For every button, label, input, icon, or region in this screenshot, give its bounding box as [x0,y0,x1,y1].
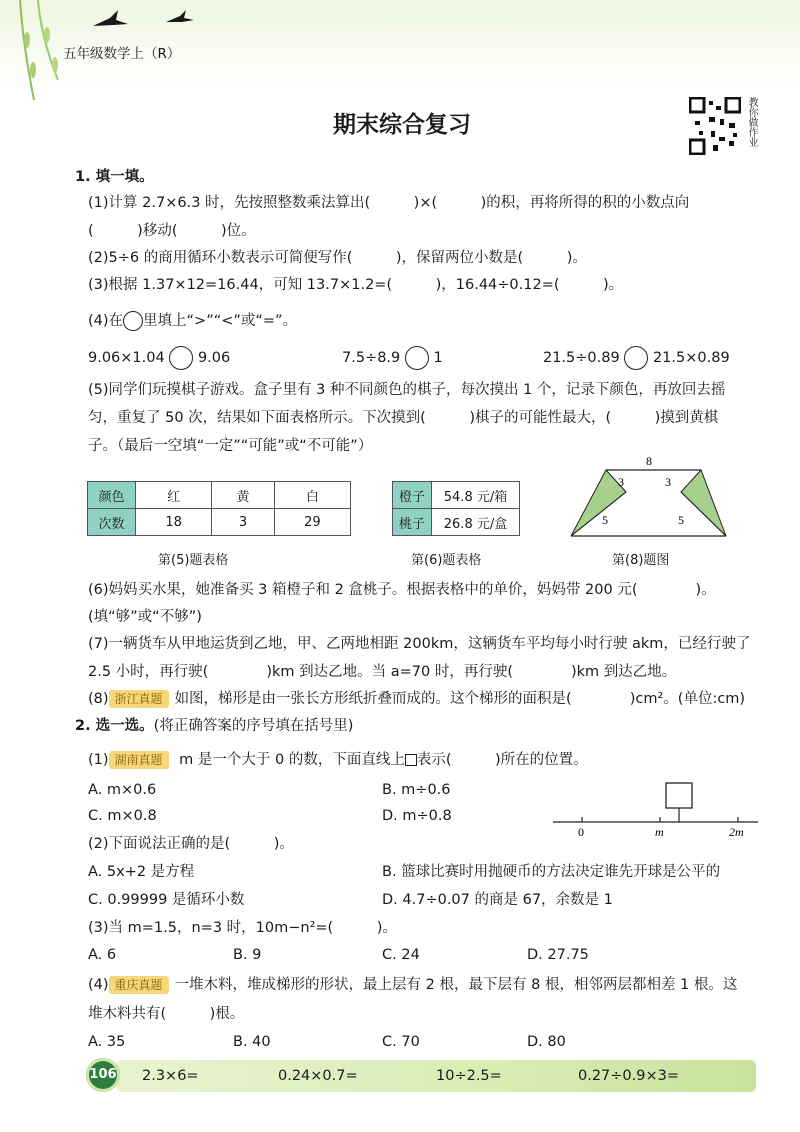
square-marker-icon [405,754,417,766]
table-q6-key: 橙子 [393,482,432,509]
fig-label-left-3: 3 [618,475,624,489]
page-title: 期末综合复习 [333,112,471,138]
compare-1-circle[interactable] [169,346,193,370]
footer-exercise-3: 10÷2.5= [436,1068,502,1084]
table-q5-header-color: 颜色 [88,482,136,509]
source-badge: 浙江真题 [109,690,169,708]
caption-q8: 第(8)题图 [612,553,670,568]
q2-4-pre: (4) [88,977,109,993]
q1-5-line-b: 匀，重复了 50 次，结果如下面表格所示。下次摸到( )棋子的可能性最大，( )摸到黄棋 [88,410,719,426]
circle-blank-icon [123,311,143,331]
compare-1 [88,346,230,370]
table-q5-cell: 白 [274,482,350,509]
compare-2-right: 1 [433,350,443,366]
q2-3-option-b[interactable]: B. 9 [233,947,262,963]
q2-2-option-c[interactable]: C. 0.99999 是循环小数 [88,892,245,908]
number-line-tick-2m: 2m [729,825,744,839]
q2-4-option-b[interactable]: B. 40 [233,1034,271,1050]
q2-1 [88,750,588,770]
q1-8-pre: (8) [88,691,109,707]
q1-2: (2)5÷6 的商用循环小数表示可简便写作( )，保留两位小数是( )。 [88,250,587,266]
footer-exercise-4: 0.27÷0.9×3= [578,1068,680,1084]
table-q5-cell: 黄 [212,482,274,509]
q2-1-option-c[interactable]: C. m×0.8 [88,808,157,824]
table-q6-value: 54.8 元/箱 [432,482,520,509]
q2-2-option-b[interactable]: B. 篮球比赛时用抛硬币的方法决定谁先开球是公平的 [382,864,721,880]
compare-1-right: 9.06 [197,350,231,366]
q2-heading-title: 2. 选一选。 [75,718,154,734]
q2-3: (3)当 m=1.5，n=3 时，10m−n²=( )。 [88,920,397,936]
caption-q6: 第(6)题表格 [411,553,482,568]
q1-1-line-a: (1)计算 2.7×6.3 时，先按照整数乘法算出( )×( )的积，再将所得的积的小数点向 [88,195,690,211]
compare-3-circle[interactable] [624,346,648,370]
table-q6-key: 桃子 [393,509,432,536]
number-line [553,778,758,840]
q2-2: (2)下面说法正确的是( )。 [88,836,294,852]
swallow-icon [88,8,198,38]
q2-4-option-a[interactable]: A. 35 [88,1034,126,1050]
q1-heading: 1. 填一填。 [75,169,154,185]
q1-6-line-b: (填“够”或“不够”) [88,609,202,625]
q2-3-option-a[interactable]: A. 6 [88,947,117,963]
q1-8-text: 如图，梯形是由一张长方形纸折叠而成的。这个梯形的面积是( )cm²。(单位:cm) [174,691,746,707]
source-badge: 重庆真题 [109,976,169,994]
compare-2 [342,346,443,370]
q1-7-line-a: (7)一辆货车从甲地运货到乙地，甲、乙两地相距 200km，这辆货车平均每小时行驶 akm，已经行驶了 [88,636,751,652]
q2-3-option-c[interactable]: C. 24 [382,947,420,963]
compare-3-left: 21.5÷0.89 [543,350,620,366]
q2-4-line-a [88,975,737,995]
compare-1-left: 9.06×1.04 [88,350,165,366]
fig-label-left-5: 5 [602,513,608,527]
q1-4-pre: (4)在 [88,313,124,329]
fig-label-top: 8 [646,454,652,468]
q2-4-option-d[interactable]: D. 80 [527,1034,566,1050]
q1-8 [88,689,745,709]
q1-4 [88,311,297,331]
table-q5-cell: 29 [274,509,350,536]
fig-label-right-3: 3 [665,475,671,489]
q2-1-pre: (1) [88,752,109,768]
fig-label-right-5: 5 [678,513,684,527]
caption-q5: 第(5)题表格 [158,553,229,568]
table-q5-cell: 18 [136,509,212,536]
q1-4-post: 里填上“>”“<”或“=”。 [143,313,298,329]
number-line-tick-m: m [655,825,664,839]
compare-2-circle[interactable] [405,346,429,370]
qr-code-icon[interactable] [689,97,741,155]
table-q5-header-count: 次数 [88,509,136,536]
trapezoid-figure [566,452,736,544]
page-number: 106 [89,1067,117,1082]
q1-1-line-b: ( )移动( )位。 [88,223,256,239]
q2-1-option-a[interactable]: A. m×0.6 [88,782,157,798]
q2-1-text-b: 表示( )所在的位置。 [416,752,588,768]
qr-caption: 教你做作业 [746,97,757,147]
table-q5 [87,481,351,536]
q2-2-option-d[interactable]: D. 4.7÷0.07 的商是 67，余数是 1 [382,892,613,908]
table-q5-cell: 3 [212,509,274,536]
q2-4-line-b: 堆木料共有( )根。 [88,1006,245,1022]
q2-1-option-b[interactable]: B. m÷0.6 [382,782,451,798]
q1-7-line-b: 2.5 小时，再行驶( )km 到达乙地。当 a=70 时，再行驶( )km 到达乙地。 [88,664,677,680]
q2-4-option-c[interactable]: C. 70 [382,1034,420,1050]
table-q5-cell: 红 [136,482,212,509]
q2-4-text-a: 一堆木料，堆成梯形的形状，最上层有 2 根，最下层有 8 根，相邻两层都相差 1 根。这 [174,977,738,993]
q2-1-option-d[interactable]: D. m÷0.8 [382,808,452,824]
q2-1-text-a: m 是一个大于 0 的数，下面直线上 [174,752,405,768]
q1-5-line-a: (5)同学们玩摸棋子游戏。盒子里有 3 种不同颜色的棋子，每次摸出 1 个，记录下颜色，再放回去摇 [88,382,726,398]
source-badge: 湖南真题 [109,751,169,769]
number-line-tick-0: 0 [578,825,584,839]
footer-exercise-2: 0.24×0.7= [278,1068,358,1084]
compare-3 [543,346,730,370]
q1-3: (3)根据 1.37×12=16.44，可知 13.7×1.2=( )，16.44÷0.12=( )。 [88,277,624,293]
q1-6-line-a: (6)妈妈买水果，她准备买 3 箱橙子和 2 盒桃子。根据表格中的单价，妈妈带 200 元( )。 [88,582,716,598]
q1-5-line-c: 子。（最后一空填“一定”“可能”或“不可能”） [88,438,373,454]
footer-exercise-1: 2.3×6= [142,1068,199,1084]
q2-2-option-a[interactable]: A. 5x+2 是方程 [88,864,195,880]
q2-heading-note: (将正确答案的序号填在括号里) [153,718,354,734]
q2-heading [75,716,353,736]
book-title: 五年级数学上（R） [63,46,181,62]
compare-3-right: 21.5×0.89 [652,350,730,366]
table-q6-value: 26.8 元/盒 [432,509,520,536]
table-q6 [392,481,520,536]
compare-2-left: 7.5÷8.9 [342,350,401,366]
q2-3-option-d[interactable]: D. 27.75 [527,947,589,963]
